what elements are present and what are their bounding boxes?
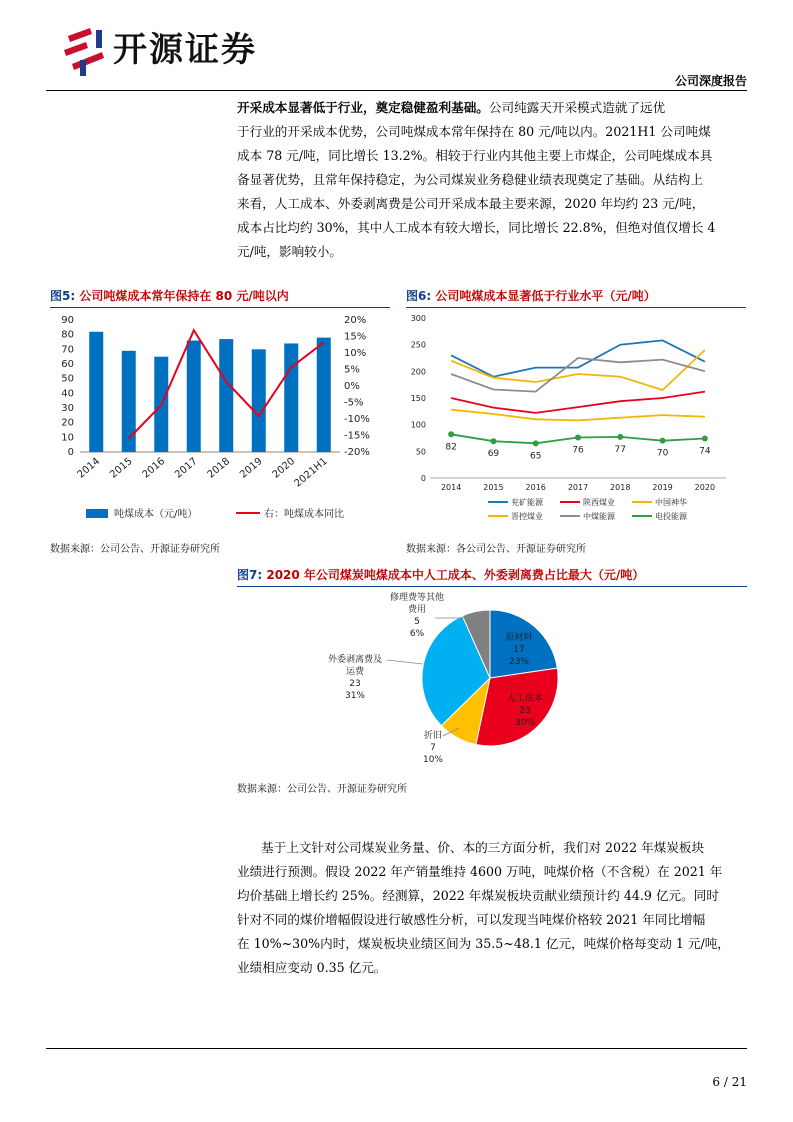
pie-label-outsource: 外委剥离费及 <box>327 655 383 665</box>
bar <box>89 332 103 452</box>
x-tick-label: 2019 <box>652 483 673 492</box>
chart-fig6 <box>406 310 746 532</box>
pie-slice <box>490 610 557 678</box>
leader-line <box>387 660 423 664</box>
x-tick-label: 2014 <box>75 455 103 481</box>
pie-label-repair: 5 <box>414 617 420 627</box>
pie-label-outsource: 23 <box>349 679 361 689</box>
y-tick-label: 250 <box>410 340 426 350</box>
footer-rule <box>46 1048 747 1049</box>
y-tick-label: 50 <box>61 373 74 385</box>
x-tick-label: 2020 <box>270 455 298 481</box>
y2-tick-label: 5% <box>344 364 360 376</box>
x-tick-label: 2016 <box>140 455 168 481</box>
data-label: 74 <box>699 446 711 457</box>
y2-tick-label: 0% <box>344 381 360 392</box>
pie-label-raw: 原材料 <box>505 633 533 643</box>
pie-label-depr: 10% <box>422 755 444 765</box>
series-point <box>490 438 496 444</box>
y-tick-label: 50 <box>415 447 426 457</box>
x-tick-label: 2017 <box>567 483 589 492</box>
pie-label-repair: 6% <box>409 629 425 639</box>
x-tick-label: 2017 <box>173 455 200 481</box>
y-tick-label: 0 <box>420 474 426 483</box>
fig6-source: 数据来源：各公司公告、开源证券研究所 <box>406 544 586 555</box>
fig6-title: 图6: 公司吨煤成本显著低于行业水平（元/吨） <box>406 289 656 303</box>
y2-tick-label: 10% <box>344 348 367 359</box>
fig6-rule <box>406 307 746 308</box>
y-tick-label: 100 <box>410 420 426 430</box>
legend-label: 晋控煤业 <box>511 512 543 521</box>
y2-tick-label: -10% <box>344 414 370 425</box>
y2-tick-label: -5% <box>344 397 364 409</box>
x-tick-label: 2014 <box>440 483 462 492</box>
bar <box>187 341 201 452</box>
fig7-source: 数据来源：公司公告、开源证券研究所 <box>237 784 407 795</box>
y-tick-label: 90 <box>61 315 74 326</box>
legend-label: 电投能源 <box>655 512 687 521</box>
fig5-rule <box>50 307 390 308</box>
pie-label-repair: 修理费等其他 <box>389 593 445 603</box>
y-tick-label: 300 <box>410 314 426 323</box>
x-tick-label: 2018 <box>205 455 233 481</box>
legend-label: 中煤能源 <box>583 512 615 521</box>
x-tick-label: 2015 <box>483 483 504 492</box>
bar <box>284 343 298 452</box>
report-type: 公司深度报告 <box>674 74 747 88</box>
chart-fig5 <box>50 310 390 532</box>
data-label: 82 <box>445 442 457 453</box>
pie-label-labor: 30% <box>514 718 536 728</box>
chart-fig7 <box>237 588 747 768</box>
forecast-paragraph: 基于上文针对公司煤炭业务量、价、本的三方面分析，我们对 2022 年煤炭板块 业绩进行预测。假设 2022 年产销量维持 4600 万吨，吨煤价格（不含税）在 2021 年 均价基础上增长约 25%。经测算，2022 年煤炭板块贡献业绩预计约 44.9 亿元。同时 针对不同的煤价增幅假设进行敏感性分析，可以发现当吨煤价格较 2021 年同比增幅 在 10%~30%内时，煤炭板块业绩区间为 35.5~48.1 亿元，吨煤价格每变动 1 元/吨， 业绩相应变动 0.35 亿元。 <box>237 840 730 975</box>
fig7-rule <box>237 586 747 587</box>
y2-tick-label: 15% <box>344 331 367 343</box>
pie-label-labor: 23 <box>519 706 531 716</box>
y2-tick-label: 20% <box>344 315 367 326</box>
data-label: 69 <box>487 449 500 460</box>
y-tick-label: 150 <box>410 394 426 403</box>
x-tick-label: 2020 <box>694 483 716 492</box>
y-tick-label: 80 <box>61 329 74 341</box>
data-label: 70 <box>656 448 669 459</box>
bar <box>122 351 136 452</box>
legend-bar-label: 吨煤成本（元/吨） <box>114 509 198 520</box>
x-tick-label: 2015 <box>108 455 135 481</box>
bar <box>219 339 233 452</box>
x-tick-label: 2019 <box>238 455 265 481</box>
x-tick-label: 2021H1 <box>292 455 330 490</box>
y-tick-label: 20 <box>61 417 74 429</box>
y-tick-label: 0 <box>67 447 74 458</box>
y-tick-label: 10 <box>61 432 74 444</box>
pie-label-raw: 23% <box>508 657 530 667</box>
series-line <box>451 410 705 421</box>
legend-line-label: 右：吨煤成本同比 <box>264 509 344 520</box>
pie-label-outsource: 31% <box>344 691 366 701</box>
y2-tick-label: -20% <box>344 447 370 458</box>
y-tick-label: 30 <box>61 403 74 414</box>
para-lead: 开采成本显著低于行业，奠定稳健盈利基础。 <box>237 100 489 115</box>
legend-bar-swatch <box>86 509 108 518</box>
x-tick-label: 2018 <box>610 483 631 492</box>
data-label: 76 <box>572 445 584 456</box>
pie-label-labor: 人工成本 <box>506 694 544 704</box>
header-rule <box>46 90 747 91</box>
fig5-title: 图5: 公司吨煤成本常年保持在 80 元/吨以内 <box>50 289 289 303</box>
series-point <box>575 434 581 440</box>
y-tick-label: 70 <box>61 344 74 356</box>
pie-label-raw: 17 <box>513 645 525 655</box>
data-label: 77 <box>614 444 627 455</box>
series-point <box>448 431 454 437</box>
pie-label-depr: 7 <box>430 743 436 753</box>
bar <box>252 349 266 452</box>
pie-label-outsource: 运费 <box>345 667 365 677</box>
fig7-title: 图7: 2020 年公司煤炭吨煤成本中人工成本、外委剥离费占比最大（元/吨） <box>237 568 645 582</box>
y-tick-label: 40 <box>61 388 74 400</box>
series-line <box>451 350 705 390</box>
intro-paragraph: 开采成本显著低于行业，奠定稳健盈利基础。公司纯露天开采模式造就了远优 于行业的开采成本优势，公司吨煤成本常年保持在 80 元/吨以内。2021H1 公司吨煤 成本 78 元/吨，同比增长 13.2%。相较于行业内其他主要上市煤企，公司吨煤成本具 备显著优势，且常年保持稳定，为公司煤炭业务稳健业绩表现奠定了基础。从结构上 来看，人工成本、外委剥离费是公司开采成本最主要来源，2020 年均约 23 元/吨， 成本占比均约 30%，其中人工成本有较大增长，同比增长 22.8%，但绝对值仅增长 4 元/吨，影响较小。 <box>237 100 716 259</box>
page-number: 6 / 21 <box>712 1075 747 1089</box>
y2-tick-label: -15% <box>344 430 370 442</box>
data-label: 65 <box>529 451 542 462</box>
logo-mark <box>62 26 112 78</box>
legend-label: 中国神华 <box>655 498 687 507</box>
pie-label-depr: 折旧 <box>423 731 443 741</box>
legend-label: 陕西煤业 <box>583 498 615 507</box>
series-point <box>533 440 539 446</box>
series-point <box>702 436 708 442</box>
series-point <box>660 438 666 444</box>
bar <box>317 338 331 452</box>
y-tick-label: 60 <box>61 359 74 370</box>
pie-label-repair: 费用 <box>407 605 427 615</box>
fig5-source: 数据来源：公司公告、开源证券研究所 <box>50 544 220 555</box>
logo-text: 开源证券 <box>113 30 257 70</box>
y-tick-label: 200 <box>410 367 426 377</box>
legend-label: 兖矿能源 <box>511 498 543 507</box>
x-tick-label: 2016 <box>525 483 546 492</box>
series-line <box>451 392 705 413</box>
series-point <box>617 434 623 440</box>
